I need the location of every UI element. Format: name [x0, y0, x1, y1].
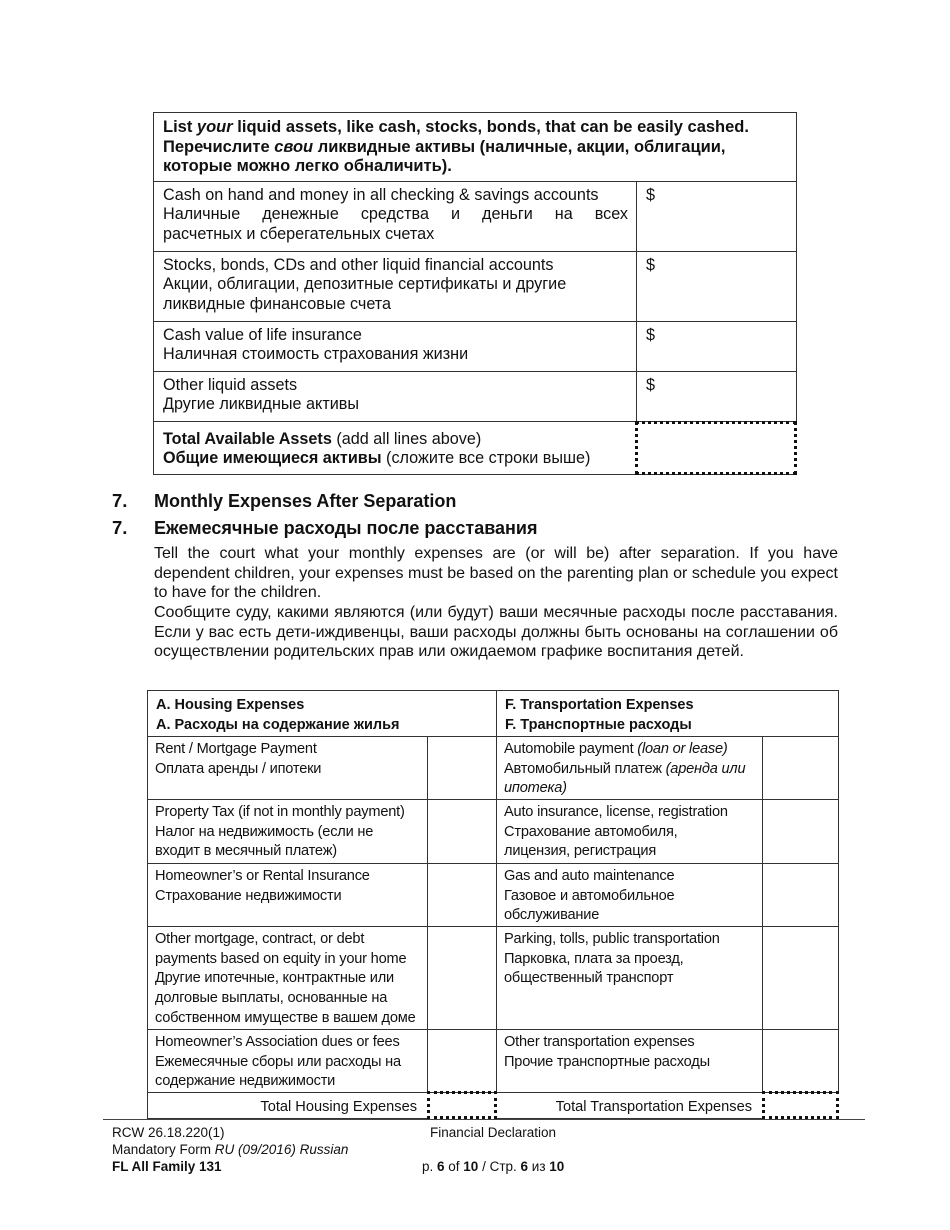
label-line: Газовое и автомобильное: [504, 887, 675, 904]
expense-row: [147, 799, 839, 863]
label-line: Страхование автомобиля,: [504, 823, 678, 840]
currency-symbol: $: [646, 185, 656, 204]
auto-insurance-label: [497, 800, 763, 863]
label-line: общественный транспорт: [504, 970, 674, 987]
page-text: p.: [422, 1159, 438, 1174]
label-line: Оплата аренды / ипотеки: [155, 760, 322, 777]
label-en: Stocks, bonds, CDs and other liquid financial accounts: [163, 255, 554, 274]
other-liquid-amount-field[interactable]: [637, 372, 796, 421]
hoa-dues-amount-field[interactable]: [428, 1030, 497, 1092]
page-text: из: [528, 1159, 550, 1174]
label-line: собственном имуществе в вашем доме: [155, 1009, 416, 1026]
homeowners-insurance-label: [148, 864, 428, 926]
label-italic: ипотека): [504, 780, 567, 797]
label-line: Автомобильный платеж: [504, 760, 666, 777]
total-transportation-label: Total Transportation Expenses: [497, 1093, 762, 1119]
footer-divider: [103, 1119, 865, 1120]
gas-maintenance-amount-field[interactable]: [763, 864, 838, 926]
expenses-header-row: [147, 690, 839, 736]
label-ru: Другие ликвидные активы: [163, 395, 360, 413]
section-intro-en: Tell the court what your monthly expenses are (or will be) after separation. If you have dependent children, your expenses must be based on the parenting plan or schedule you expect to have for the children.: [154, 545, 838, 602]
label-ru: Акции, облигации, депозитные сертификаты и другие: [163, 275, 567, 293]
homeowners-insurance-amount-field[interactable]: [428, 864, 497, 926]
section-title-en: Monthly Expenses After Separation: [154, 491, 457, 511]
total-label: [154, 422, 635, 474]
total-available-assets-field[interactable]: [635, 421, 797, 475]
label-line: Прочие транспортные расходы: [504, 1053, 710, 1070]
liquid-asset-row-life-insurance: [153, 321, 797, 371]
page-text: / Стр.: [478, 1159, 521, 1174]
expense-row: [147, 926, 839, 1029]
liquid-asset-row-stocks: [153, 251, 797, 321]
label-ru: Наличная стоимость страхования жизни: [163, 345, 469, 363]
heading-text: List: [163, 118, 197, 136]
header-ru: A. Расходы на содержание жилья: [156, 716, 400, 733]
total-available-assets-row: [153, 421, 797, 475]
other-transportation-label: [497, 1030, 763, 1092]
heading-text: liquid assets, like cash, stocks, bonds, that can be easily cashed.: [232, 118, 749, 136]
footer-statute: RCW 26.18.220(1): [112, 1125, 225, 1140]
total-housing-field[interactable]: [427, 1091, 497, 1119]
heading-text: которые можно легко обналичить).: [163, 157, 452, 175]
parking-tolls-amount-field[interactable]: [763, 927, 838, 1029]
label-ru: расчетных и сберегательных счетах: [163, 224, 435, 243]
housing-header: [148, 691, 497, 736]
heading-emphasis: свои: [274, 137, 314, 156]
section-intro-ru: Сообщите суду, какими являются (или будут) ваши месячные расходы после расставания. Если у вас есть дети-иждивенцы, ваши расходы должны быть основаны на соглашении об осуществлении родительских прав или ожидаемом графике воспитания детей.: [154, 604, 838, 661]
header-ru: F. Транспортные расходы: [505, 716, 692, 733]
section-title-ru: Ежемесячные расходы после расставания: [154, 518, 538, 538]
label-ru: ликвидные финансовые счета: [163, 294, 392, 313]
liquid-asset-row-other: [153, 371, 797, 421]
liquid-assets-heading: [153, 112, 797, 181]
label-line: Парковка, плата за проезд,: [504, 950, 684, 967]
row-label: [154, 372, 637, 421]
label-line: Gas and auto maintenance: [504, 868, 675, 884]
footer-left: [112, 1124, 348, 1175]
heading-text: ликвидные активы (наличные, акции, облигации,: [313, 137, 726, 156]
liquid-assets-table: [153, 112, 797, 475]
footer-mandatory: Mandatory Form: [112, 1142, 215, 1157]
gas-maintenance-label: [497, 864, 763, 926]
automobile-payment-label: [497, 737, 763, 799]
label-ru: Наличные денежные средства и деньги на всех: [163, 205, 628, 223]
label-line: Parking, tolls, public transportation: [504, 931, 720, 947]
label-en: Cash value of life insurance: [163, 325, 362, 344]
page-text: of: [444, 1159, 464, 1174]
footer-form-id: FL All Family 131: [112, 1159, 222, 1174]
auto-insurance-amount-field[interactable]: [763, 800, 838, 863]
monthly-expenses-table: [147, 690, 839, 1119]
label-line: лицензия, регистрация: [504, 843, 657, 860]
label-line: Homeowner’s Association dues or fees: [155, 1034, 400, 1050]
section-number: 7.: [112, 517, 128, 538]
label-line: Auto insurance, license, registration: [504, 804, 728, 820]
automobile-payment-amount-field[interactable]: [763, 737, 838, 799]
row-label: [154, 252, 637, 321]
expense-row: [147, 736, 839, 799]
hoa-dues-label: [148, 1030, 428, 1092]
label-line: Страхование недвижимости: [155, 887, 342, 904]
currency-symbol: $: [646, 325, 656, 344]
total-label-rest: (add all lines above): [331, 429, 482, 448]
transport-header: [497, 691, 838, 736]
label-line: Property Tax (if not in monthly payment): [155, 804, 405, 820]
footer-form-version: RU (09/2016) Russian: [214, 1142, 349, 1157]
label-italic: (loan or lease): [637, 741, 728, 757]
label-line: Rent / Mortgage Payment: [155, 741, 317, 757]
footer-page-number: [422, 1158, 564, 1175]
label-line: входит в месячный платеж): [155, 843, 337, 860]
liquid-asset-row-cash: [153, 181, 797, 251]
label-line: payments based on equity in your home: [155, 950, 407, 967]
heading-emphasis: your: [196, 118, 233, 136]
total-transportation-field[interactable]: [762, 1091, 839, 1119]
label-line: Другие ипотечные, контрактные или: [155, 970, 394, 987]
label-line: Other transportation expenses: [504, 1034, 695, 1050]
total-label-bold: Общие имеющиеся активы: [163, 449, 382, 467]
label-line: Homeowner’s or Rental Insurance: [155, 868, 370, 884]
label-line: долговые выплаты, основанные на: [155, 990, 388, 1007]
heading-text: Перечислите: [163, 137, 275, 156]
label-line: обслуживание: [504, 907, 600, 924]
other-transportation-amount-field[interactable]: [763, 1030, 838, 1092]
label-line: содержание недвижимости: [155, 1073, 336, 1090]
expense-row: [147, 1029, 839, 1092]
header-en: A. Housing Expenses: [156, 697, 305, 713]
header-en: F. Transportation Expenses: [505, 697, 694, 713]
section-number: 7.: [112, 490, 128, 511]
label-line: Other mortgage, contract, or debt: [155, 931, 365, 947]
expenses-total-row: [147, 1092, 839, 1119]
parking-tolls-label: [497, 927, 763, 1029]
page-current: 6: [520, 1159, 529, 1174]
label-en: Other liquid assets: [163, 375, 298, 394]
rent-mortgage-amount-field[interactable]: [428, 737, 497, 799]
footer-title: Financial Declaration: [430, 1125, 557, 1140]
expense-row: [147, 863, 839, 926]
stocks-amount-field[interactable]: [637, 252, 796, 321]
cash-amount-field[interactable]: [637, 182, 796, 251]
page-total: 10: [463, 1159, 479, 1174]
property-tax-label: [148, 800, 428, 863]
total-housing-label: Total Housing Expenses: [147, 1093, 427, 1119]
page-current: 6: [437, 1159, 445, 1174]
life-insurance-amount-field[interactable]: [637, 322, 796, 371]
page-total: 10: [549, 1159, 565, 1174]
rent-mortgage-label: [148, 737, 428, 799]
property-tax-amount-field[interactable]: [428, 800, 497, 863]
label-italic: (аренда или: [665, 760, 746, 777]
currency-symbol: $: [646, 375, 656, 394]
label-en: Cash on hand and money in all checking & savings accounts: [163, 185, 599, 204]
label-line: Ежемесячные сборы или расходы на: [155, 1053, 401, 1070]
other-mortgage-amount-field[interactable]: [428, 927, 497, 1029]
row-label: [154, 182, 637, 251]
currency-symbol: $: [646, 255, 656, 274]
label-line: Automobile payment: [504, 741, 638, 757]
other-mortgage-label: [148, 927, 428, 1029]
row-label: [154, 322, 637, 371]
label-line: Налог на недвижимость (если не: [155, 823, 374, 840]
total-label-rest: (сложите все строки выше): [381, 449, 591, 467]
total-label-bold: Total Available Assets: [163, 429, 332, 448]
